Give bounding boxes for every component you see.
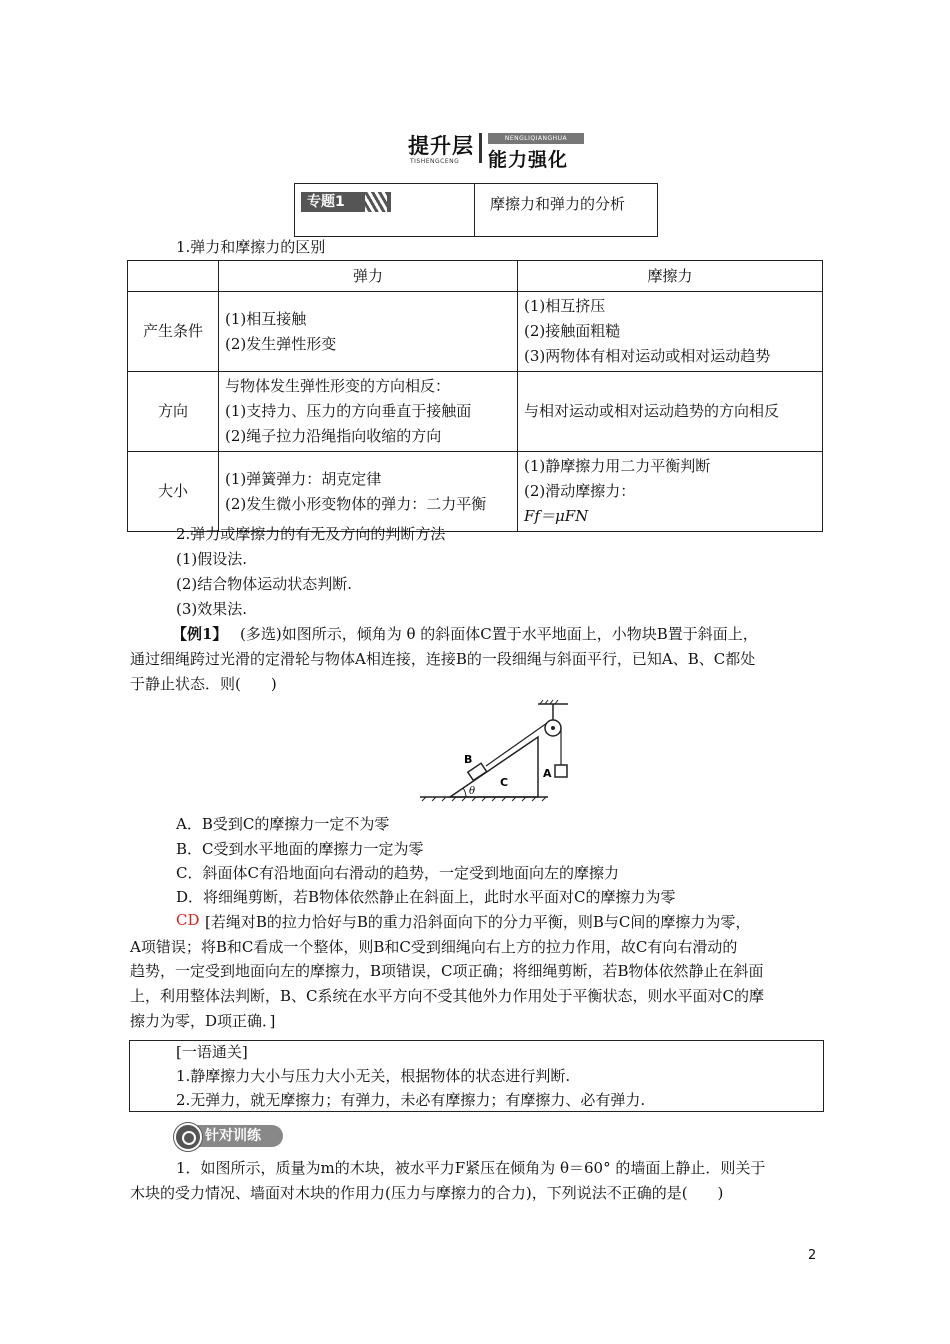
incline-diagram xyxy=(410,700,550,805)
header-right-pinyin: NENGLIQIANGHUA xyxy=(488,133,584,144)
explanation-line: [若绳对B的拉力恰好与B的重力沿斜面向下的分力平衡，则B与C间的摩擦力为零， xyxy=(205,913,751,931)
cell-line: (2)绳子拉力沿绳指向收缩的方向 xyxy=(225,427,442,445)
summary-title: [一语通关] xyxy=(176,1043,248,1061)
page-number: 2 xyxy=(808,1248,817,1263)
cell-line: (1)静摩擦力用二力平衡判断 xyxy=(524,457,711,475)
summary-point: 1.静摩擦力大小与压力大小无关，根据物体的状态进行判断. xyxy=(176,1067,571,1085)
cell-line: (2)发生弹性形变 xyxy=(225,334,337,353)
question-line: 1．如图所示，质量为m的木块，被水平力F紧压在倾角为 θ＝60° 的墙面上静止．则关于 xyxy=(176,1159,766,1177)
method-item: (2)结合物体运动状态判断. xyxy=(176,575,353,593)
table-col-header: 弹力 xyxy=(219,261,518,292)
explanation-line: A项错误；将B和C看成一个整体，则B和C受到细绳向右上方的拉力作用，故C有向右滑动的 xyxy=(130,938,738,956)
topic-label: 专题1 xyxy=(301,192,391,212)
section2-title: 2.弹力或摩擦力的有无及方向的判断方法 xyxy=(176,525,446,543)
table-cell xyxy=(219,372,518,452)
example-line: 于静止状态．则( ) xyxy=(130,675,277,693)
table-row xyxy=(128,452,823,532)
topic-title: 摩擦力和弹力的分析 xyxy=(490,195,626,213)
example-tag: 【例1】 xyxy=(172,625,228,643)
topic-divider xyxy=(474,183,475,237)
label-c: C xyxy=(500,776,509,789)
section1-title: 1.弹力和摩擦力的区别 xyxy=(176,238,326,256)
option-d: D．将细绳剪断，若B物体依然静止在斜面上，此时水平面对C的摩擦力为零 xyxy=(176,888,676,906)
example-line: (多选)如图所示，倾角为 θ 的斜面体C置于水平地面上，小物块B置于斜面上， xyxy=(240,625,758,643)
block-a xyxy=(555,765,567,777)
table-cell xyxy=(518,292,823,372)
cell-line: (1)相互接触 xyxy=(225,309,307,328)
cell-line: 与相对运动或相对运动趋势的方向相反 xyxy=(524,402,780,420)
example-line: 通过细绳跨过光滑的定滑轮与物体A相连接，连接B的一段细绳与斜面平行，已知A、B、C都处 xyxy=(130,650,756,668)
topic-label-stripes xyxy=(365,192,387,212)
option-c: C．斜面体C有沿地面向右滑动的趋势，一定受到地面向左的摩擦力 xyxy=(176,864,619,882)
cell-line: (2)发生微小形变物体的弹力：二力平衡 xyxy=(225,494,487,513)
option-a: A．B受到C的摩擦力一定不为零 xyxy=(176,815,390,833)
label-b: B xyxy=(464,753,473,766)
table-cell xyxy=(219,292,518,372)
answer: CD xyxy=(176,911,200,929)
cell-line: (1)相互挤压 xyxy=(524,297,606,315)
row-name: 产生条件 xyxy=(143,322,204,340)
explanation-line: 上，利用整体法判断，B、C系统在水平方向不受其他外力作用处于平衡状态，则水平面对C的摩 xyxy=(130,987,764,1005)
formula: Ff＝μFN xyxy=(524,507,589,525)
table-col-header: 摩擦力 xyxy=(518,261,823,292)
table-cell xyxy=(219,452,518,532)
cell-line: (1)支持力、压力的方向垂直于接触面 xyxy=(225,402,472,420)
target-icon-inner xyxy=(182,1131,196,1145)
cell-line: (3)两物体有相对运动或相对运动趋势 xyxy=(524,347,771,365)
cell-line: (2)滑动摩擦力： xyxy=(524,482,636,500)
summary-point: 2.无弹力，就无摩擦力；有弹力，未必有摩擦力；有摩擦力、必有弹力. xyxy=(176,1091,646,1109)
header-divider xyxy=(479,133,482,163)
table-header-row xyxy=(128,261,823,292)
method-item: (3)效果法. xyxy=(176,600,248,618)
cell-line: (1)弹簧弹力：胡克定律 xyxy=(225,469,382,488)
cell-line: 与物体发生弹性形变的方向相反： xyxy=(225,377,451,395)
comparison-table xyxy=(127,260,823,532)
method-item: (1)假设法. xyxy=(176,550,248,568)
table-row-header: 方向 xyxy=(128,372,219,452)
training-badge: 针对训练 xyxy=(175,1125,283,1147)
question-line: 木块的受力情况、墙面对木块的作用力(压力与摩擦力的合力)，下列说法不正确的是( ) xyxy=(130,1184,724,1202)
header-left-title: 提升层 xyxy=(408,134,474,158)
header-right-title: 能力强化 xyxy=(488,149,569,171)
cell-line: (2)接触面粗糙 xyxy=(524,322,621,340)
table-cell xyxy=(518,372,823,452)
label-a: A xyxy=(543,767,552,780)
option-b: B．C受到水平地面的摩擦力一定为零 xyxy=(176,840,424,858)
table-row-header: 大小 xyxy=(128,452,219,532)
table-row xyxy=(128,372,823,452)
explanation-line: 擦力为零，D项正确．] xyxy=(130,1012,276,1030)
table-corner xyxy=(128,261,219,292)
table-cell xyxy=(518,452,823,532)
table-row-header xyxy=(128,292,219,372)
theta-label: θ xyxy=(469,786,476,797)
table-row xyxy=(128,292,823,372)
header-left-pinyin: TISHENGCENG xyxy=(410,158,460,165)
explanation-line: 趋势，一定受到地面向左的摩擦力，B项错误，C项正确；将细绳剪断，若B物体依然静止在斜面 xyxy=(130,962,764,980)
